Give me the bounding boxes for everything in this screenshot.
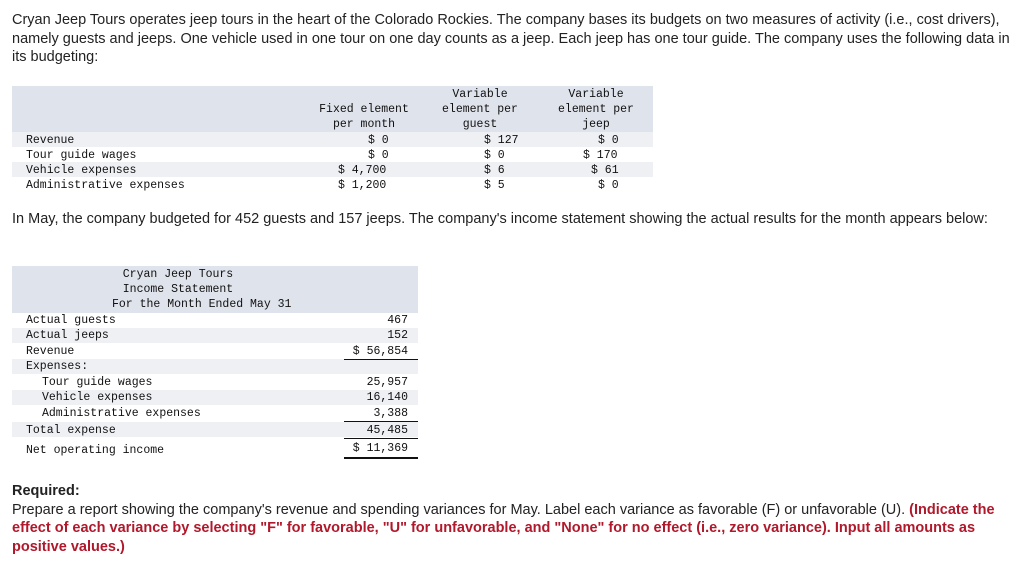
statement-period: For the Month Ended May 31 [112,298,292,311]
vehicle-per-jeep: $ 61 [591,164,619,177]
wages-fixed: $ 0 [368,149,389,162]
admin-fixed: $ 1,200 [338,179,387,192]
actual-jeeps-label: Actual jeeps [26,329,109,342]
wages-per-guest: $ 0 [484,149,505,162]
may-paragraph: In May, the company budgeted for 452 guests and 157 jeeps. The company's income statement showing the actual results for the month appears below: [12,211,988,227]
net-operating-income-label: Net operating income [26,444,165,457]
administrative-expenses-value: 3,388 [373,407,408,420]
vehicle-per-guest: $ 6 [484,164,505,177]
row-stripe [12,132,653,147]
income-statement-table [12,266,418,461]
vehicle-expenses-value: 16,140 [366,391,408,404]
revenue-per-guest: $ 127 [484,134,519,147]
actual-jeeps-value: 152 [387,329,408,342]
revenue-per-jeep: $ 0 [598,134,619,147]
row-label-tour-guide-wages: Tour guide wages [26,149,137,162]
net-operating-income-value: $ 11,369 [352,442,408,455]
double-underline [344,457,418,459]
header-fixed-element: Fixed element per month [319,103,409,131]
admin-per-guest: $ 5 [484,179,505,192]
header-variable-per-jeep: Variable element per jeep [558,88,634,131]
underline [344,421,418,422]
required-text: Prepare a report showing the company's revenue and spending variances for May. Label each variance as favorable (F) or unfavorable (U). [12,501,906,518]
total-expense-value: 45,485 [366,424,408,437]
underline [344,438,418,439]
tour-guide-wages-label: Tour guide wages [42,376,153,389]
underline [344,359,418,360]
row-label-administrative-expenses: Administrative expenses [26,179,185,192]
vehicle-expenses-label: Vehicle expenses [42,391,153,404]
revenue-value: $ 56,854 [352,345,408,358]
tour-guide-wages-value: 25,957 [366,376,408,389]
statement-title: Income Statement [122,283,234,296]
header-variable-per-guest: Variable element per guest [442,88,518,131]
budget-data-table [12,86,653,194]
row-label-revenue: Revenue [26,134,75,147]
administrative-expenses-label: Administrative expenses [42,407,201,420]
vehicle-fixed: $ 4,700 [338,164,387,177]
wages-per-jeep: $ 170 [583,149,618,162]
required-text-block [12,501,1012,557]
total-expense-label: Total expense [26,424,116,437]
required-instruction: (Indicate the effect of each variance by selecting "F" for favorable, "U" for unfavorable, and "None" for no effect (i.e., zero variance). Input all amounts as positive values.) [12,501,995,555]
revenue-label: Revenue [26,345,75,358]
actual-guests-value: 467 [387,314,408,327]
revenue-fixed: $ 0 [368,134,389,147]
expenses-label: Expenses: [26,360,89,373]
admin-per-jeep: $ 0 [598,179,619,192]
required-heading: Required: [12,483,80,499]
statement-company-name: Cryan Jeep Tours [122,268,234,281]
required-section [12,482,1012,556]
row-label-vehicle-expenses: Vehicle expenses [26,164,137,177]
intro-paragraph: Cryan Jeep Tours operates jeep tours in the heart of the Colorado Rockies. The company bases its budgets on two measures of activity (i.e., cost drivers), namely guests and jeeps. One vehicle used in one tour on one day counts as a jeep. Each jeep has one tour guide. The company uses the following data in its budgeting: [12,12,1010,65]
actual-guests-label: Actual guests [26,314,116,327]
